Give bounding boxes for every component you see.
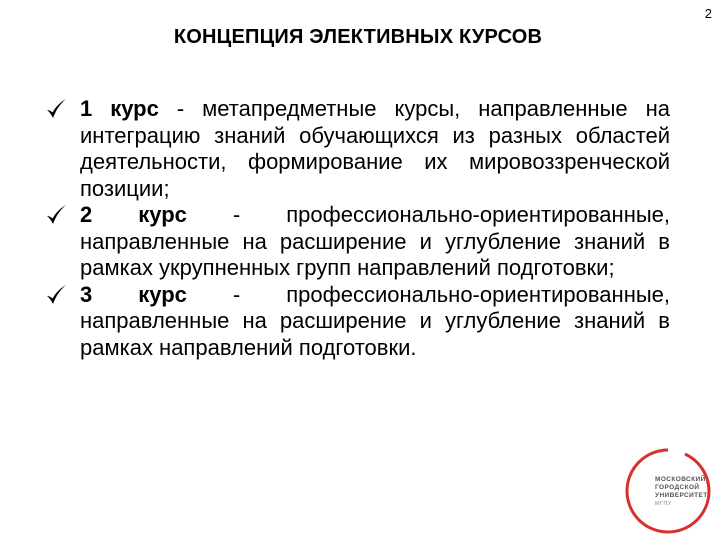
bullet-item: [44, 202, 670, 282]
bullet-text: - профессионально-ориентированные, направленные на расширение и углубление знаний в рамках укрупненных групп направлений подготовки;: [80, 202, 670, 280]
checkmark-icon: [44, 283, 68, 307]
bullet-lead: 1 курс: [80, 96, 159, 121]
slide-title-text: КОНЦЕПЦИЯ ЭЛЕКТИВНЫХ КУРСОВ: [173, 26, 543, 48]
bullet-text: - профессионально-ориентированные, направленные на расширение и углубление знаний в рамках направлений подготовки.: [80, 281, 670, 360]
logo-line: ГОРОДСКОЙ: [655, 484, 700, 491]
university-logo-text: [655, 476, 707, 508]
bullet-text: - метапредметные курсы, направленные на интеграцию знаний обучающихся из разных областей деятельности, формирование их мировоззренческой позиции;: [80, 96, 670, 201]
bullet-lead: 3 курс: [80, 281, 187, 307]
logo-line: УНИВЕРСИТЕТ: [655, 492, 708, 499]
bullet-item: [44, 96, 670, 202]
checkmark-icon: [44, 97, 68, 121]
logo-line: МОСКОВСКИЙ: [655, 476, 706, 483]
bullet-item: [44, 282, 670, 362]
bullet-lead: 2 курс: [80, 202, 187, 227]
page-number: 2: [704, 6, 712, 21]
checkmark-icon: [44, 203, 68, 227]
logo-line: МГПУ: [655, 501, 672, 507]
bullet-list: [44, 96, 670, 361]
slide-title: [0, 26, 720, 49]
